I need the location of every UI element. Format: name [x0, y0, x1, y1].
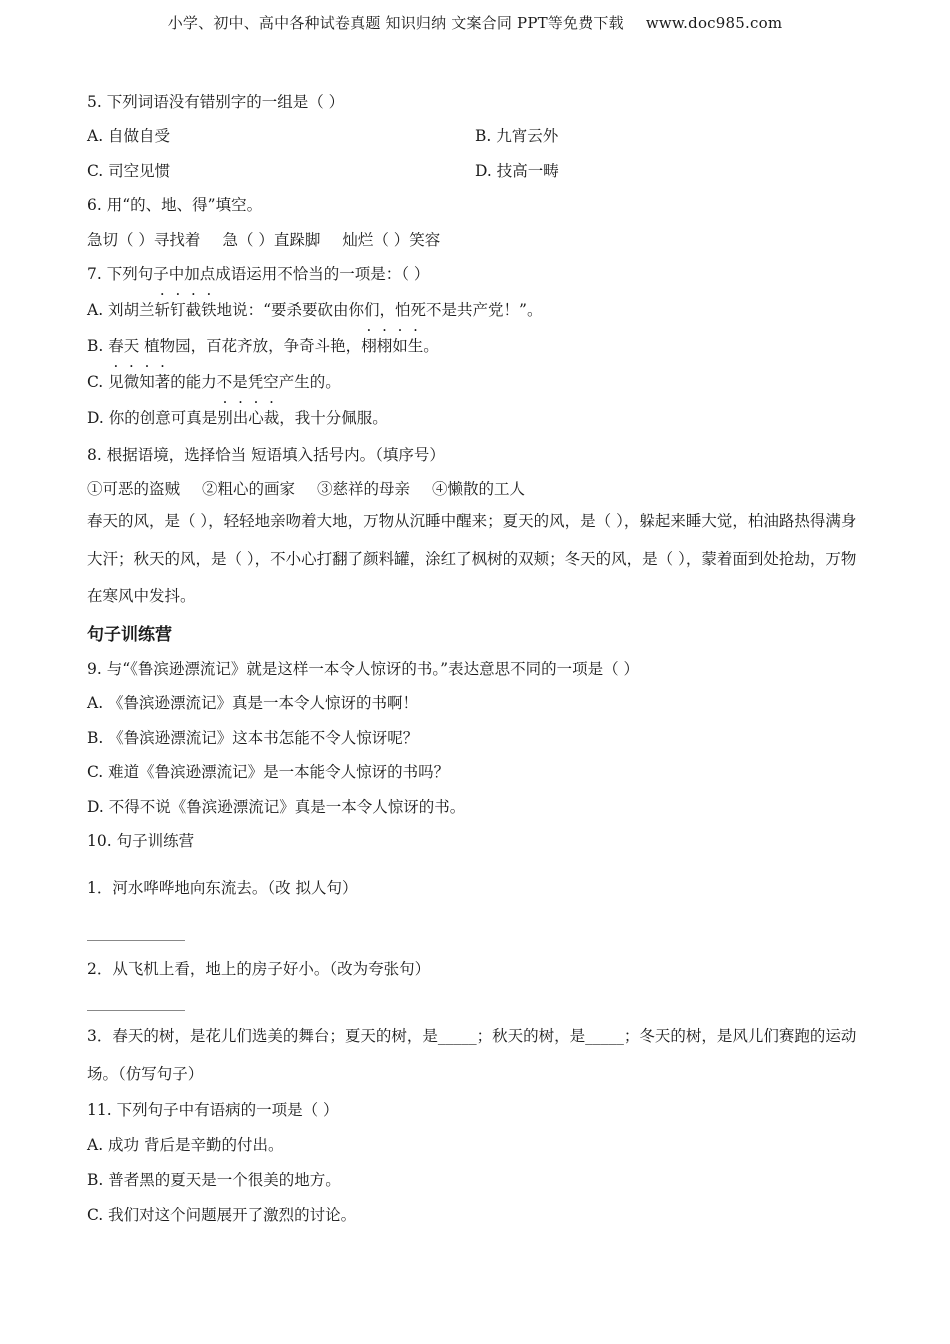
q9-stem: 9. 与“《鲁滨逊漂流记》就是这样一本令人惊讶的书。”表达意思不同的一项是（ ）	[87, 660, 639, 678]
dotted-char: 栩	[376, 337, 393, 355]
q11-stem: 11. 下列句子中有语病的一项是（ ）	[87, 1101, 339, 1119]
q5-option-d: D. 技高一畴	[475, 162, 559, 180]
q5-option-a: A. 自做自受	[87, 127, 171, 145]
q7-a-text-end: 地说：“要杀要砍由你们，怕死不是共产党！”。	[216, 301, 543, 319]
q11-option-c: C. 我们对这个问题展开了激烈的讨论。	[87, 1206, 357, 1224]
q6-stem: 6. 用“的、地、得”填空。	[87, 196, 263, 214]
q7-a-text: A. 刘胡兰	[87, 301, 155, 319]
dotted-char: 栩	[361, 337, 377, 355]
section-title: 句子训练营	[87, 625, 172, 645]
dotted-char: 钉	[170, 301, 186, 319]
dotted-char: 截	[185, 301, 202, 319]
dotted-char: 生	[407, 337, 424, 355]
dotted-char: 微	[123, 373, 140, 391]
q7-stem: 7. 下列句子中加点成语运用不恰当的一项是：（ ）	[87, 265, 430, 283]
dotted-char: 出	[232, 409, 249, 427]
header-text: 小学、初中、高中各种试卷真题 知识归纳 文案合同 PPT等免费下载	[167, 14, 624, 32]
q7-option-a	[87, 298, 542, 320]
q7-b-text: B. 春天 植物园，百花齐放，争奇斗艳，	[87, 337, 362, 355]
dotted-char: 斩	[154, 301, 171, 319]
q7-option-c	[87, 370, 341, 392]
dotted-char: 著	[154, 373, 171, 391]
q5-option-c: C. 司空见惯	[87, 162, 171, 180]
dotted-char: 铁	[201, 301, 217, 319]
q9-option-a: A. 《鲁滨逊漂流记》真是一本令人惊讶的书啊！	[87, 694, 419, 712]
q8-option-4: ④懒散的工人	[432, 480, 526, 498]
answer-line	[87, 940, 185, 941]
q8-option-2: ②粗心的画家	[202, 480, 296, 498]
q10-sentence-1: 1．河水哗哗地向东流去。（改 拟人句）	[87, 879, 358, 897]
dotted-char: 如	[392, 337, 408, 355]
q5-option-b: B. 九宵云外	[475, 127, 559, 145]
q8-paragraph: 春天的风，是（ ），轻轻地亲吻着大地，万物从沉睡中醒来；夏天的风，是（ ），躲起来睡大觉，柏油路热得满身大汗；秋天的风，是（ ），不小心打翻了颜料罐，涂红了枫树的双颊；冬天的风，是（ ），蒙着面到处抢劫，万物在寒风中发抖。	[87, 512, 857, 605]
q9-option-d: D. 不得不说《鲁滨逊漂流记》真是一本令人惊讶的书。	[87, 798, 466, 816]
q7-b-text-end: 。	[423, 337, 439, 355]
q8-stem: 8. 根据语境，选择恰当 短语填入括号内。（填序号）	[87, 446, 445, 464]
q7-c-text-end: 的能力不是凭空产生的。	[170, 373, 341, 391]
q7-c-text: C.	[87, 373, 109, 391]
q8-option-1: ①可恶的盗贼	[87, 480, 181, 498]
q9-option-c: C. 难道《鲁滨逊漂流记》是一本能令人惊讶的书吗？	[87, 763, 450, 781]
q6-blank-2: 急（ ）直跺脚	[222, 231, 321, 249]
dotted-char: 裁	[263, 409, 280, 427]
q6-blanks	[87, 228, 440, 250]
q10-sentence-2: 2．从飞机上看，地上的房子好小。（改为夸张句）	[87, 960, 431, 978]
q10-sentence-3: 3．春天的树，是花儿们选美的舞台；夏天的树，是_____；秋天的树，是_____；冬天的树，是风儿们赛跑的运动场。（仿写句子）	[87, 1027, 857, 1083]
q7-d-text: D. 你的创意可真是	[87, 409, 218, 427]
q8-options	[87, 477, 525, 499]
q7-option-d	[87, 406, 388, 428]
q10-stem: 10. 句子训练营	[87, 832, 195, 850]
dotted-char: 别	[217, 409, 233, 427]
q5-stem: 5. 下列词语没有错别字的一组是（ ）	[87, 93, 345, 111]
q6-blank-3: 灿烂（ ）笑容	[342, 231, 441, 249]
q11-option-b: B. 普者黑的夏天是一个很美的地方。	[87, 1171, 341, 1189]
q9-option-b: B. 《鲁滨逊漂流记》这本书怎能不令人惊讶呢？	[87, 729, 419, 747]
dotted-char: 心	[248, 409, 264, 427]
page-header	[0, 12, 950, 33]
header-url: www.doc985.com	[645, 14, 783, 32]
dotted-char: 知	[139, 373, 155, 391]
q7-option-b	[87, 334, 439, 356]
q6-blank-1: 急切（ ）寻找着	[87, 231, 201, 249]
q11-option-a: A. 成功 背后是辛勤的付出。	[87, 1136, 284, 1154]
q8-option-3: ③慈祥的母亲	[317, 480, 411, 498]
dotted-char: 见	[108, 373, 124, 391]
q7-d-text-end: ，我十分佩服。	[279, 409, 388, 427]
answer-line	[87, 1010, 185, 1011]
